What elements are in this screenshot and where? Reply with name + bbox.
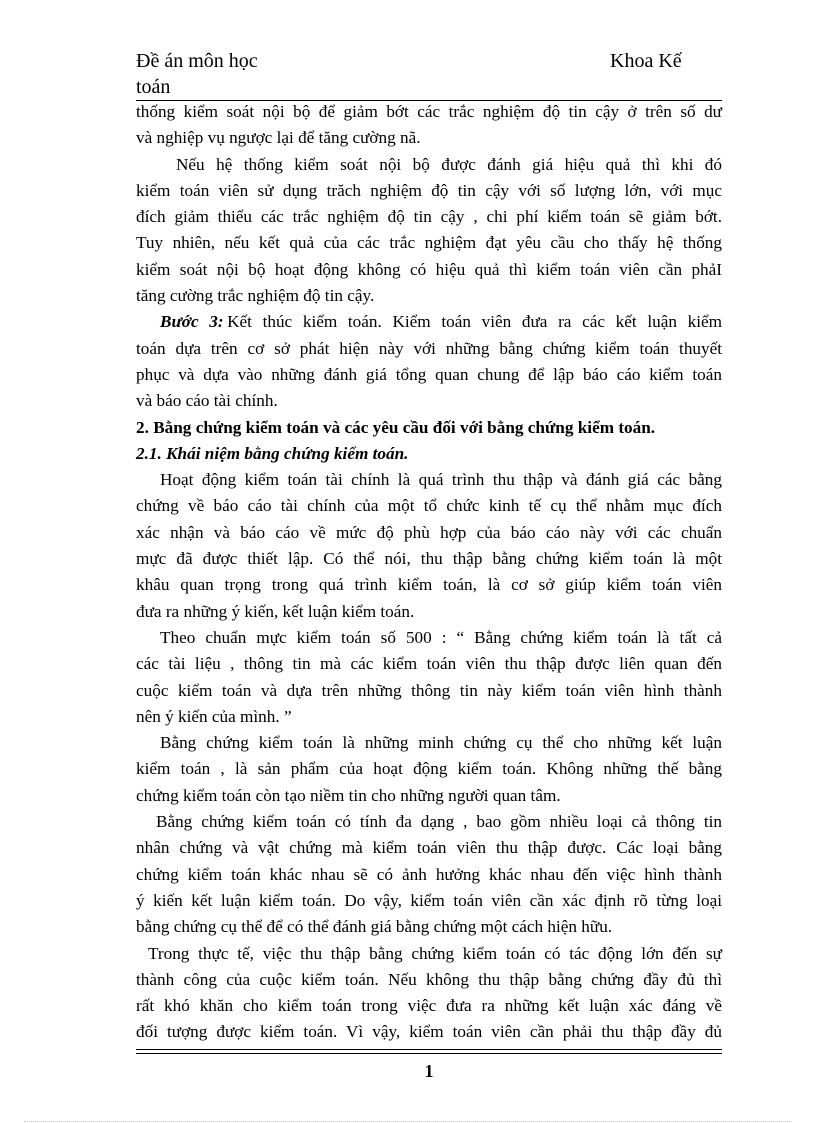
text-line: đích giảm thiểu các trắc nghiệm độ tin cậy , chi phí kiểm toán sẽ giảm bớt. — [136, 207, 722, 227]
text-line: Theo chuẩn mực kiểm toán số 500 : “ Bằng chứng kiểm toán là tất cả — [160, 627, 722, 647]
step-3-text: Kết thúc kiểm toán. Kiểm toán viên đưa ra các kết luận kiểm — [227, 312, 723, 332]
text-line: khâu quan trọng trong quá trình kiểm toán, là cơ sở giúp kiểm toán viên — [136, 575, 722, 595]
text-line: ý kiến kết luận kiểm toán. Do vậy, kiểm toán viên cần xác định rõ từng loại — [136, 890, 722, 910]
document-body — [136, 99, 722, 1046]
text-line: nhân chứng và vật chứng mà kiểm toán viên thu thập được. Các loại bằng — [136, 838, 722, 858]
text-line: mực đã được thiết lập. Có thể nói, thu thập bằng chứng kiểm toán là một — [136, 549, 722, 569]
step-3-label: Bước 3: — [160, 312, 224, 332]
text-line: xác nhận và báo cáo về mức độ phù hợp của báo cáo này với các chuẩn — [136, 522, 722, 542]
text-line: Bằng chứng kiểm toán có tính đa dạng , bao gồm nhiều loại cả thông tin — [156, 812, 722, 832]
text-line: toán dựa trên cơ sở phát hiện này với những bằng chứng kiểm toán thuyết — [136, 338, 722, 358]
text-line: cuộc kiểm toán và dựa trên những thông tin này kiểm toán viên hình thành — [136, 680, 722, 700]
text-line: thống kiểm soát nội bộ để giảm bớt các trắc nghiệm độ tin cậy ở trên số dư — [136, 102, 722, 121]
text-line: nên ý kiến của mình. ” — [136, 706, 292, 726]
text-line: kiểm soát nội bộ hoạt động không có hiệu quả thì kiểm toán viên cần phảI — [136, 259, 722, 279]
text-line: Tuy nhiên, nếu kết quả của các trắc nghiệm đạt yêu cầu cho thấy hệ thống — [136, 233, 722, 253]
text-line: kiểm toán viên sử dụng trăch nghiệm độ tin cậy với số lượng lớn, với mục — [136, 180, 722, 200]
text-line: chứng kiểm toán khác nhau sẽ có ảnh hưởng khác nhau đến việc hình thành — [136, 864, 722, 884]
text-line: đối tượng được kiểm toán. Vì vậy, kiểm toán viên cần phải thu thập đầy đủ — [136, 1022, 722, 1042]
text-line: Nếu hệ thống kiểm soát nội bộ được đánh giá hiệu quả thì khi đó — [176, 154, 722, 174]
footer-rule-bottom — [136, 1053, 722, 1054]
text-line: các tài liệu , thông tin mà các kiểm toán viên thu thập được liên quan đến — [136, 654, 722, 674]
text-line: thành công của cuộc kiểm toán. Nếu không thu thập bằng chứng đầy đủ thì — [136, 969, 722, 989]
subsection-heading: 2.1. Khái niệm bằng chứng kiểm toán. — [136, 443, 409, 463]
text-line: chứng kiểm toán còn tạo niềm tin cho những người quan tâm. — [136, 785, 561, 805]
text-line: Bằng chứng kiểm toán là những minh chứng cụ thể cho những kết luận — [160, 733, 722, 753]
page-header — [136, 48, 722, 100]
text-line: tăng cường trắc nghiệm độ tin cậy. — [136, 286, 375, 306]
text-line: và nghiệp vụ ngược lại để tăng cường nã. — [136, 128, 421, 148]
text-line: kiểm toán , là sản phẩm của hoạt động kiểm toán. Không những thế bằng — [136, 759, 722, 779]
text-line: và báo cáo tài chính. — [136, 391, 278, 411]
section-heading: 2. Bằng chứng kiểm toán và các yêu cầu đối với bằng chứng kiểm toán. — [136, 417, 656, 437]
header-department: Khoa Kế — [610, 50, 682, 72]
step-3-line — [136, 309, 722, 335]
footer-rule-top — [136, 1049, 722, 1050]
header-course-title: Đề án môn học toán — [136, 50, 258, 98]
text-line: Hoạt động kiểm toán tài chính là quá trình thu thập và đánh giá các bằng — [160, 470, 722, 490]
text-line: chứng về báo cáo tài chính của một tổ chức kinh tế cụ thể nhằm mục đích — [136, 496, 722, 516]
text-line: rất khó khăn cho kiểm toán trong việc đưa ra những kết luận xác đáng về — [136, 996, 722, 1016]
page-number: 1 — [424, 1061, 434, 1081]
text-line: Trong thực tế, việc thu thập bằng chứng kiểm toán có tác động lớn đến sự — [148, 943, 722, 963]
text-line: đưa ra những ý kiến, kết luận kiểm toán. — [136, 601, 415, 621]
text-line: bằng chứng cụ thể để có thể đánh giá bằng chứng một cách hiện hữu. — [136, 917, 613, 937]
text-line: phục và dựa vào những đánh giá tổng quan chung để lập báo cáo kiểm toán — [136, 364, 722, 384]
page-boundary — [24, 1121, 792, 1122]
